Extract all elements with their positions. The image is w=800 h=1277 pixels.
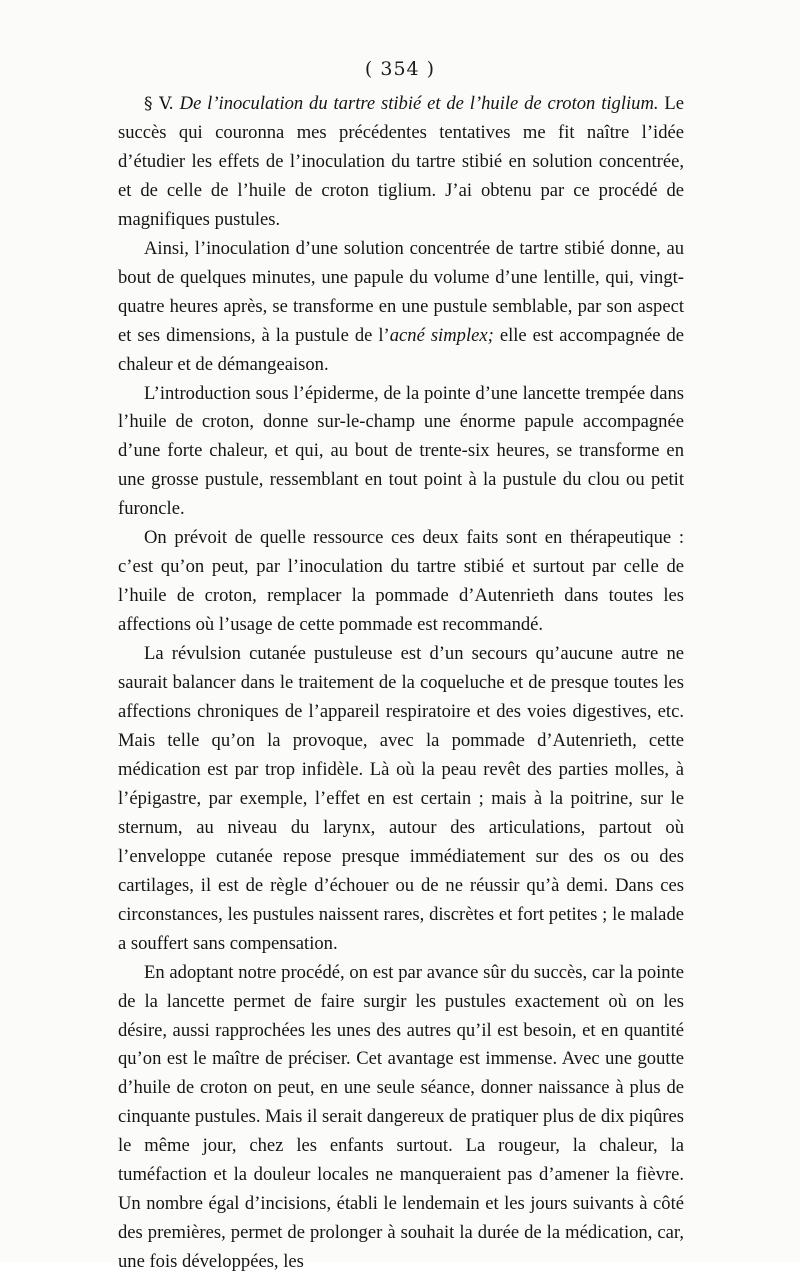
- section-title: De l’inoculation du tartre stibié et de l’huile de croton tiglium.: [179, 93, 659, 114]
- paragraph: [118, 235, 684, 380]
- paragraph: On prévoit de quelle ressource ces deux faits sont en thérapeutique : c’est qu’on peut, par l’inoculation du tartre stibié et surtout par celle de l’huile de croton, remplacer la pommade d’Autenrieth dans toutes les affections où l’usage de cette pommade est recommandé.: [118, 527, 684, 636]
- section-mark: § V.: [144, 94, 174, 114]
- section-paragraph: [118, 90, 684, 235]
- paragraph: En adoptant notre procédé, on est par avance sûr du succès, car la pointe de la lancette permet de faire surgir les pustules exactement où on les désire, aussi rapprochées les unes des autres qu’il est besoin, et en quantité qu’on est le maître de préciser. Cet avantage est immense. Avec une goutte d’huile de croton on peut, en une seule séance, donner naissance à plus de cinquante pustules. Mais il serait dangereux de pratiquer plus de dix piqûres le même jour, chez les enfants surtout. La rougeur, la chaleur, la tuméfaction et la douleur locales ne manqueraient pas d’amener la fièvre. Un nombre égal d’incisions, établi le lendemain et les jours suivants à côté des premières, permet de prolonger à souhait la durée de la médication, car, une fois développées, les: [118, 961, 684, 1273]
- page-number: ( 354 ): [364, 58, 436, 80]
- paragraph: La révulsion cutanée pustuleuse est d’un secours qu’aucune autre ne saurait balancer dans le traitement de la coqueluche et de presque toutes les affections chroniques de l’appareil respiratoire et des voies digestives, etc. Mais telle qu’on la provoque, avec la pommade d’Autenrieth, cette médication est par trop infidèle. Là où la peau revêt des parties molles, à l’épigastre, par exemple, l’effet en est certain ; mais à la poitrine, sur le sternum, au niveau du larynx, autour des articulations, partout où l’enveloppe cutanée repose presque immédiatement sur des os ou des cartilages, il est de règle d’échouer ou de ne réussir qu’à demi. Dans ces circonstances, les pustules naissent rares, discrètes et fort petites ; le malade a souffert sans compensation.: [118, 643, 684, 954]
- paragraph: L’introduction sous l’épiderme, de la pointe d’une lancette trempée dans l’huile de croton, donne sur-le-champ une énorme papule accompagnée d’une forte chaleur, et qui, au bout de trente-six heures, se transforme en une grosse pustule, ressemblant en tout point à la pustule du clou ou petit furoncle.: [118, 382, 684, 520]
- paragraph-text: Ainsi, l’inoculation d’une solution concentrée de tartre stibié donne, au bout de quelques minutes, une papule du volume d’une lentille, qui, vingt-quatre heures après, se transforme en une pustule semblable, par son aspect et ses dimensions, à la pustule de l’: [118, 237, 684, 346]
- paragraph-text: elle est accompagnée de chaleur et de démangeaison.: [118, 324, 685, 375]
- paragraph-text: Le succès qui couronna mes précédentes tentatives me fit naître l’idée d’étudier les effets de l’inoculation du tartre stibié en solution concentrée, et de celle de l’huile de croton tiglium. J’ai obtenu par ce procédé de magnifiques pustules.: [118, 93, 684, 230]
- emphasized-term: acné simplex;: [389, 324, 494, 346]
- body-text: [118, 90, 684, 1277]
